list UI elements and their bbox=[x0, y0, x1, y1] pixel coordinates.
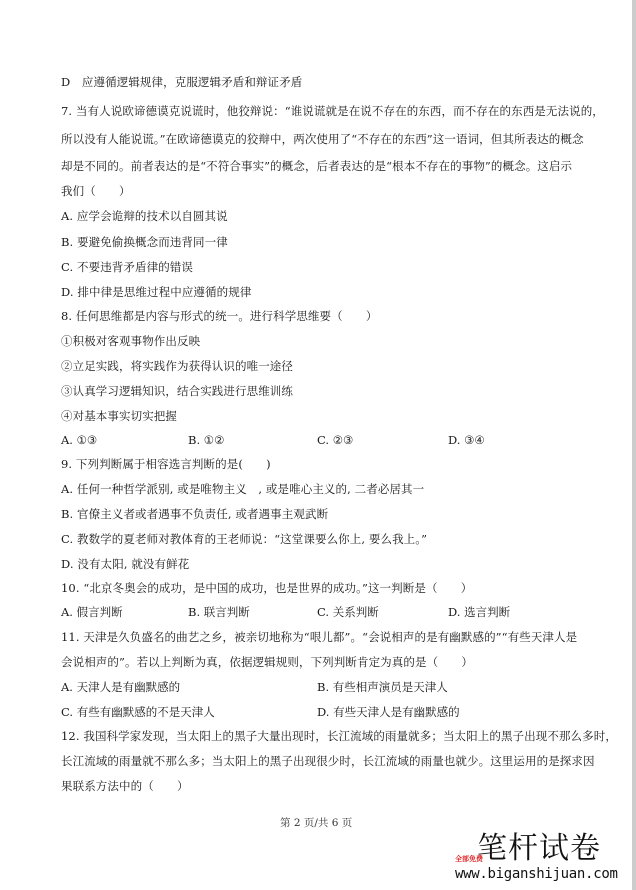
question-9-option-d: D. 没有太阳, 就没有鲜花 bbox=[61, 557, 190, 571]
watermark-logo bbox=[455, 832, 635, 890]
question-10-option-d: D. 选言判断 bbox=[448, 605, 511, 619]
question-8-text: 8. 任何思维都是内容与形式的统一。进行科学思维要（ ） bbox=[61, 309, 378, 323]
question-9-option-a: A. 任何一种哲学派别, 或是唯物主义 , 或是唯心主义的, 二者必居其一 bbox=[61, 482, 425, 496]
question-7-option-a: A. 应学会诡辩的技术以自圆其说 bbox=[61, 209, 228, 223]
prev-question-option-d: D 应遵循逻辑规律，克服逻辑矛盾和辩证矛盾 bbox=[61, 75, 303, 89]
question-11-option-a: A. 天津人是有幽默感的 bbox=[61, 680, 181, 694]
watermark-title: 笔杆试卷 bbox=[477, 831, 601, 866]
question-8-statement-1: ①积极对客观事物作出反映 bbox=[61, 334, 201, 348]
question-7-text-line-2: 所以没有人能说谎。”在欧谛德谟克的狡辩中，两次使用了“不存在的东西”这一语词，但其所表达的概念 bbox=[61, 132, 584, 146]
question-11-text-line-1: 11. 天津是久负盛名的曲艺之乡，被亲切地称为“哏儿都”。“会说相声的是有幽默感的”“有些天津人是 bbox=[61, 630, 578, 644]
question-8-statement-4: ④对基本事实切实把握 bbox=[61, 409, 177, 423]
watermark-url: www.biganshijuan.com bbox=[455, 866, 618, 882]
question-8-option-c: C. ②③ bbox=[317, 433, 354, 447]
question-7-option-b: B. 要避免偷换概念而违背同一律 bbox=[61, 235, 228, 249]
question-12-text-line-2: 长江流域的雨量就不那么多；当太阳上的黑子出现很少时，长江流域的雨量也就少。这里运用的是探求因 bbox=[61, 754, 595, 768]
question-11-option-d: D. 有些天津人是有幽默感的 bbox=[317, 705, 460, 719]
question-8-option-d: D. ③④ bbox=[448, 433, 485, 447]
question-8-statement-2: ②立足实践，将实践作为获得认识的唯一途径 bbox=[61, 359, 293, 373]
question-10-option-b: B. 联言判断 bbox=[188, 605, 250, 619]
question-12-text-line-3: 果联系方法中的（ ） bbox=[61, 779, 189, 793]
watermark-tag: 全部免费 bbox=[455, 855, 483, 863]
question-11-text-line-2: 会说相声的”。若以上判断为真，依据逻辑规则，下列判断肯定为真的是（ ） bbox=[61, 655, 473, 669]
question-7-text-line-1: 7. 当有人说欧谛德谟克说谎时，他狡辩说：“谁说谎就是在说不存在的东西，而不存在的东西是无法说的， bbox=[61, 104, 604, 118]
scrollbar[interactable] bbox=[632, 0, 636, 890]
question-8-statement-3: ③认真学习逻辑知识，结合实践进行思维训练 bbox=[61, 384, 293, 398]
question-7-text-line-4: 我们（ ） bbox=[61, 184, 131, 198]
question-8-option-b: B. ①② bbox=[188, 433, 225, 447]
question-10-text: 10. “北京冬奥会的成功，是中国的成功，也是世界的成功。”这一判断是（ ） bbox=[61, 581, 473, 595]
question-10-option-a: A. 假言判断 bbox=[61, 605, 123, 619]
question-10-option-c: C. 关系判断 bbox=[317, 605, 379, 619]
question-9-option-c: C. 教数学的夏老师对教体育的王老师说：“这堂课要么你上, 要么我上。” bbox=[61, 532, 428, 546]
question-8-option-a: A. ①③ bbox=[61, 433, 98, 447]
page-number: 第 2 页/共 6 页 bbox=[280, 817, 353, 829]
question-7-option-c: C. 不要违背矛盾律的错误 bbox=[61, 260, 193, 274]
question-9-text: 9. 下列判断属于相容选言判断的是( ) bbox=[61, 457, 271, 471]
question-11-option-c: C. 有些有幽默感的不是天津人 bbox=[61, 705, 215, 719]
question-7-text-line-3: 却是不同的。前者表达的是“不符合事实”的概念，后者表达的是“根本不存在的事物”的概念。这启示 bbox=[61, 159, 573, 173]
question-9-option-b: B. 官僚主义者或者遇事不负责任, 或者遇事主观武断 bbox=[61, 507, 329, 521]
question-7-option-d: D. 排中律是思维过程中应遵循的规律 bbox=[61, 285, 252, 299]
question-12-text-line-1: 12. 我国科学家发现，当太阳上的黑子大量出现时，长江流域的雨量就多；当太阳上的黑子出现不那么多时， bbox=[61, 729, 617, 743]
question-11-option-b: B. 有些相声演员是天津人 bbox=[317, 680, 448, 694]
